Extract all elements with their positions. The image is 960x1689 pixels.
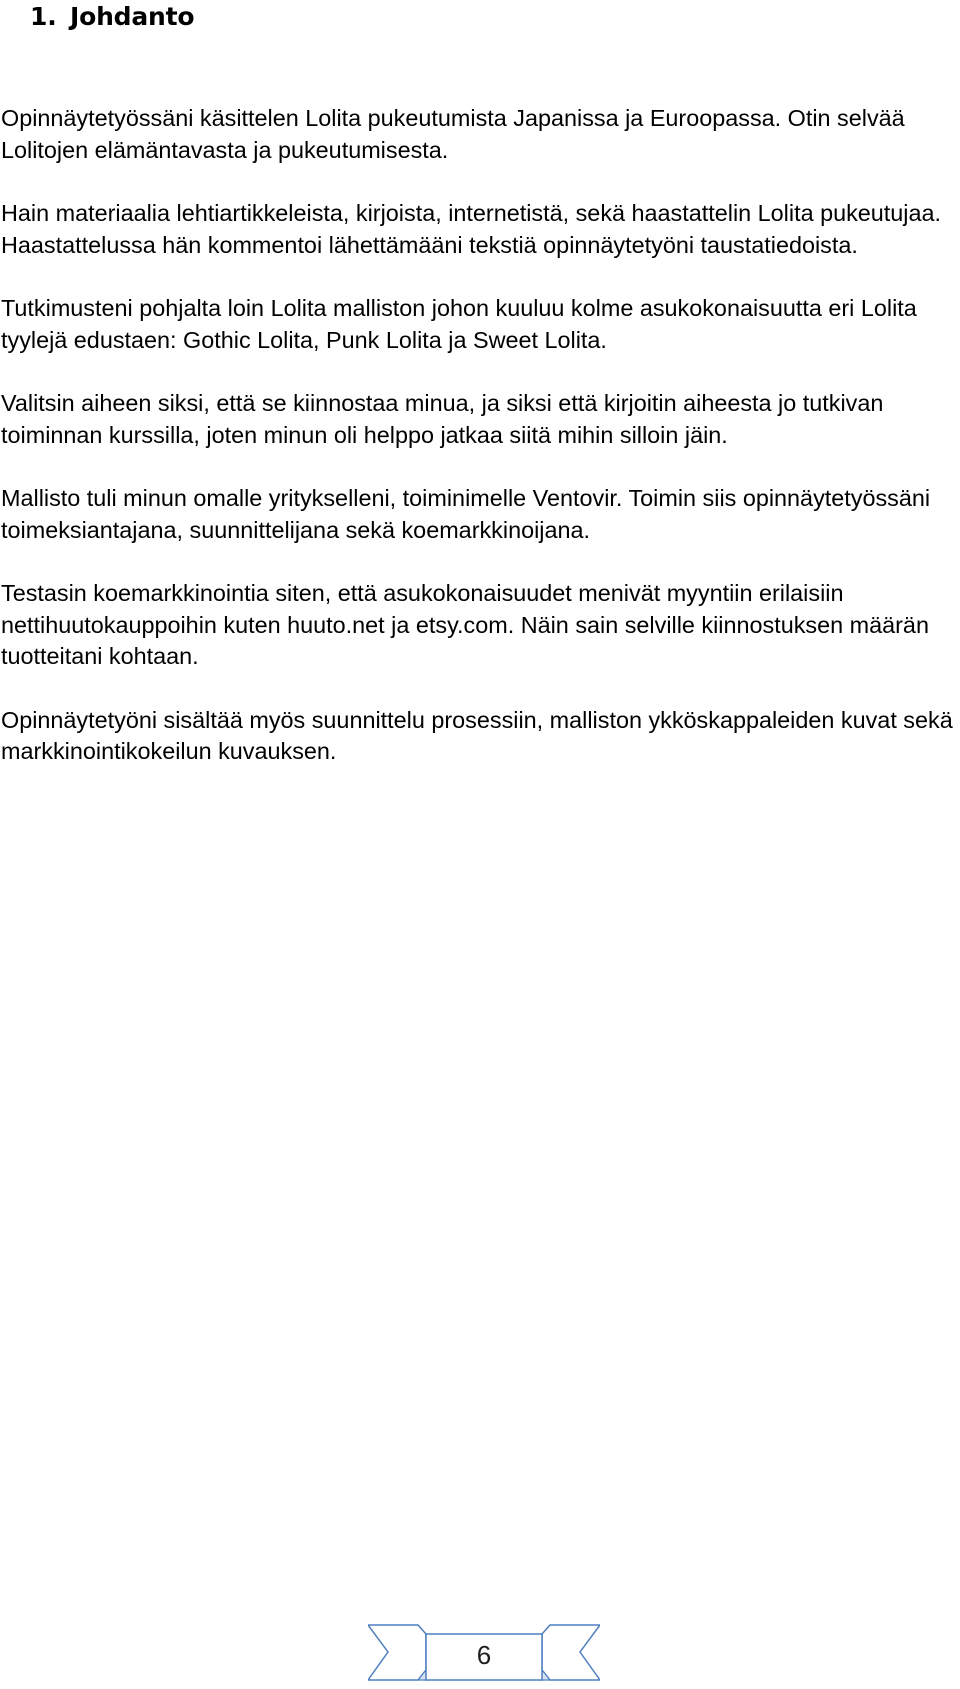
page-number-ribbon (368, 1622, 600, 1686)
paragraph-materials: Hain materiaalia lehtiartikkeleista, kirjoista, internetistä, sekä haastattelin Lolita pukeutujaa. Haastattelussa hän kommentoi lähettämääni tekstiä opinnäytetyöni taustatiedoista. (1, 200, 942, 258)
body-text (1, 103, 956, 800)
paragraph-intro: Opinnäytetyössäni käsittelen Lolita pukeutumista Japanissa ja Euroopassa. Otin selvää Lolitojen elämäntavasta ja pukeutumisesta. (1, 105, 905, 163)
paragraph-collection: Tutkimusteni pohjalta loin Lolita malliston johon kuuluu kolme asukokonaisuutta eri Lolita tyylejä edustaen: Gothic Lolita, Punk Lolita ja Sweet Lolita. (1, 295, 917, 353)
ribbon-left-tail (368, 1625, 426, 1680)
paragraph-test-marketing: Testasin koemarkkinointia siten, että asukokonaisuudet menivät myyntiin erilaisiin nettihuutokauppoihin kuten huuto.net ja etsy.com. Näin sain selville kiinnostuksen määrän tuotteitani kohtaan. (1, 580, 929, 669)
section-heading (30, 0, 194, 34)
paragraph-topic-choice: Valitsin aiheen siksi, että se kiinnostaa minua, ja siksi että kirjoitin aiheesta jo tutkivan toiminnan kurssilla, joten minun oli helppo jatkaa siitä mihin silloin jäin. (1, 390, 884, 448)
section-number: 1. (30, 2, 57, 31)
page-number: 6 (476, 1640, 492, 1670)
ribbon-right-tail (542, 1625, 600, 1680)
paragraph-company: Mallisto tuli minun omalle yritykselleni, toiminimelle Ventovir. Toimin siis opinnäytetyössäni toimeksiantajana, suunnittelijana sekä koemarkkinoijana. (1, 485, 931, 543)
paragraph-contents: Opinnäytetyöni sisältää myös suunnittelu prosessiin, malliston ykköskappaleiden kuvat sekä markkinointikokeilun kuvauksen. (1, 706, 953, 764)
section-title: Johdanto (70, 2, 195, 31)
